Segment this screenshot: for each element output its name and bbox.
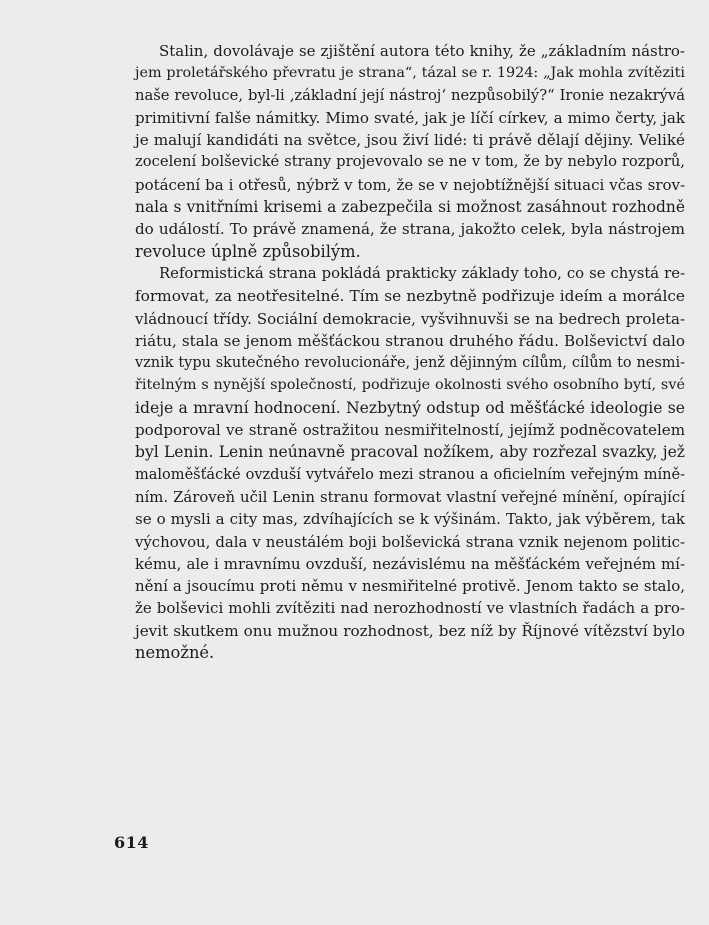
paragraph-1-line: naše revoluce, byl-li ‚základní její nástroj‘ nezpůsobilý?“ Ironie nezakrývá bbox=[135, 86, 685, 104]
paragraph-1-line: Stalin, dovolávaje se zjištění autora této knihy, že „základním nástro- bbox=[159, 42, 685, 60]
paragraph-2-line: maloměšťácké ovzduší vytvářelo mezi stranou a oficielním veřejným míně- bbox=[135, 466, 685, 483]
page-number: 614 bbox=[114, 833, 149, 852]
paragraph-2-line: řitelným s nynější společností, podřizuje okolnosti svého osobního bytí, své bbox=[135, 377, 685, 394]
paragraph-1-line: revoluce úplně způsobilým. bbox=[135, 241, 361, 261]
paragraph-1-line: potácení ba i otřesů, nýbrž v tom, že se v nejobtížnější situaci včas srov- bbox=[135, 175, 685, 194]
paragraph-2-line: kému, ale i mravnímu ovzduší, nezávislému na měšťáckém veřejném mí- bbox=[135, 554, 685, 573]
paragraph-2-line: byl Lenin. Lenin neúnavně pracoval nožíkem, aby rozřezal svazky, jež bbox=[135, 443, 685, 462]
paragraph-1-line: jem proletářského převratu je strana“, tázal se r. 1924: „Jak mohla zvítěziti bbox=[135, 65, 685, 82]
paragraph-2-line: formovat, za neotřesitelné. Tím se nezbytně podřizuje ideím a morálce bbox=[135, 287, 685, 306]
paragraph-1-line: zocelení bolševické strany projevovalo se ne v tom, že by nebylo rozporů, bbox=[135, 153, 685, 171]
paragraph-2-line: vznik typu skutečného revolucionáře, jenž dějinným cílům, cílům to nesmi- bbox=[135, 355, 685, 372]
paragraph-2-line: podporoval ve straně ostražitou nesmiřitelností, jejímž podněcovatelem bbox=[135, 421, 685, 440]
paragraph-2-line: Reformistická strana pokládá prakticky základy toho, co se chystá re- bbox=[159, 264, 685, 282]
paragraph-2-line: se o mysli a city mas, zdvíhajících se k výšinám. Takto, jak výběrem, tak bbox=[135, 510, 685, 529]
paragraph-2-line: že bolševici mohli zvítěziti nad nerozhodností ve vlastních řadách a pro- bbox=[135, 599, 685, 618]
paragraph-2-line: nemožné. bbox=[135, 643, 215, 663]
paragraph-2-line: riátu, stala se jenom měšťáckou stranou druhého řádu. Bolševictví dalo bbox=[135, 331, 685, 350]
paragraph-2-line: jevit skutkem onu mužnou rozhodnost, bez níž by Říjnové vítězství bylo bbox=[135, 621, 685, 640]
paragraph-2-line: vládnoucí třídy. Sociální demokracie, vyšvihnuvši se na bedrech proleta- bbox=[135, 309, 685, 328]
paragraph-2-line: nění a jsoucímu proti němu v nesmiřitelné protivě. Jenom takto se stalo, bbox=[135, 577, 685, 596]
paragraph-1-line: primitivní falše námitky. Mimo svaté, jak je líčí církev, a mimo čerty, jak bbox=[135, 108, 685, 127]
paragraph-2-line: výchovou, dala v neustálém boji bolševická strana vznik nejenom politic- bbox=[135, 532, 685, 551]
paragraph-2-line: ním. Zároveň učil Lenin stranu formovat vlastní veřejné mínění, opírající bbox=[135, 487, 685, 506]
paragraph-1-line: nala s vnitřními krisemi a zabezpečila si možnost zasáhnout rozhodně bbox=[135, 198, 685, 217]
paragraph-2-line: ideje a mravní hodnocení. Nezbytný odstup od měšťácké ideologie se bbox=[135, 398, 685, 417]
body-text bbox=[135, 40, 685, 664]
paragraph-1-line: do událostí. To právě znamená, že strana, jakožto celek, byla nástrojem bbox=[135, 220, 685, 239]
paragraph-1-line: je malují kandidáti na světce, jsou živí lidé: ti právě dělají dějiny. Veliké bbox=[135, 131, 685, 150]
